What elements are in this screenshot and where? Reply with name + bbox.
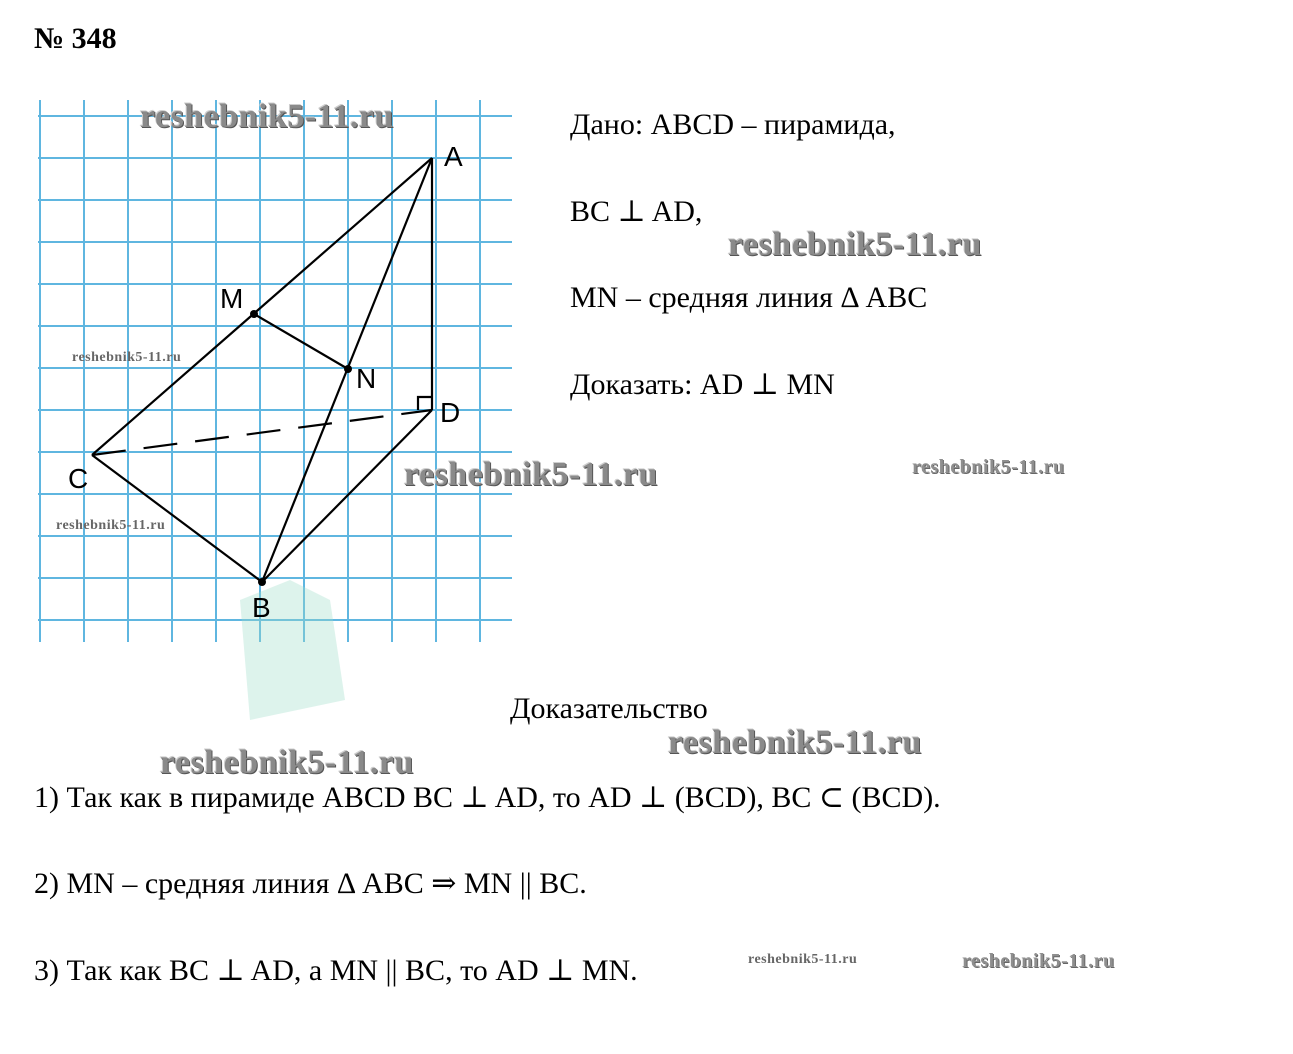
point-n	[344, 365, 352, 373]
proof-title: Доказательство	[510, 692, 708, 725]
watermark: reshebnik5-11.ru	[160, 744, 414, 781]
given-line-1: Дано: ABCD – пирамида,	[570, 108, 896, 141]
label-n: N	[356, 363, 377, 394]
given-line-2: BC ⊥ AD,	[570, 195, 703, 228]
label-m: M	[220, 283, 244, 314]
grid	[38, 100, 512, 642]
watermark: reshebnik5-11.ru	[912, 456, 1065, 478]
label-c: C	[68, 463, 89, 494]
point-m	[250, 310, 258, 318]
watermark: reshebnik5-11.ru	[668, 724, 922, 761]
problem-number: № 348	[34, 22, 117, 55]
watermark: reshebnik5-11.ru	[728, 226, 982, 263]
given-line-3: MN – средняя линия Δ ABC	[570, 281, 928, 314]
proof-step-3: 3) Так как BC ⊥ AD, а MN || BC, то AD ⊥ MN.	[34, 954, 638, 987]
watermark: reshebnik5-11.ru	[404, 456, 658, 493]
watermark: reshebnik5-11.ru	[140, 98, 394, 135]
watermark: reshebnik5-11.ru	[962, 950, 1115, 972]
prove-line: Доказать: AD ⊥ MN	[570, 368, 835, 401]
edge-cd-hidden	[92, 410, 432, 455]
watermark: reshebnik5-11.ru	[72, 350, 182, 365]
segment-mn	[254, 314, 348, 369]
label-b: B	[252, 592, 271, 623]
watermark: reshebnik5-11.ru	[56, 518, 166, 533]
watermark: reshebnik5-11.ru	[748, 952, 858, 967]
right-angle-mark	[418, 397, 432, 410]
label-d: D	[440, 397, 461, 428]
proof-step-2: 2) MN – средняя линия Δ ABC ⇒ MN || BC.	[34, 867, 587, 900]
point-b	[258, 578, 266, 586]
points	[250, 310, 352, 586]
label-a: A	[444, 141, 463, 172]
proof-step-1: 1) Так как в пирамиде ABCD BC ⊥ AD, то AD ⊥ (BCD), BC ⊂ (BCD).	[34, 781, 941, 814]
